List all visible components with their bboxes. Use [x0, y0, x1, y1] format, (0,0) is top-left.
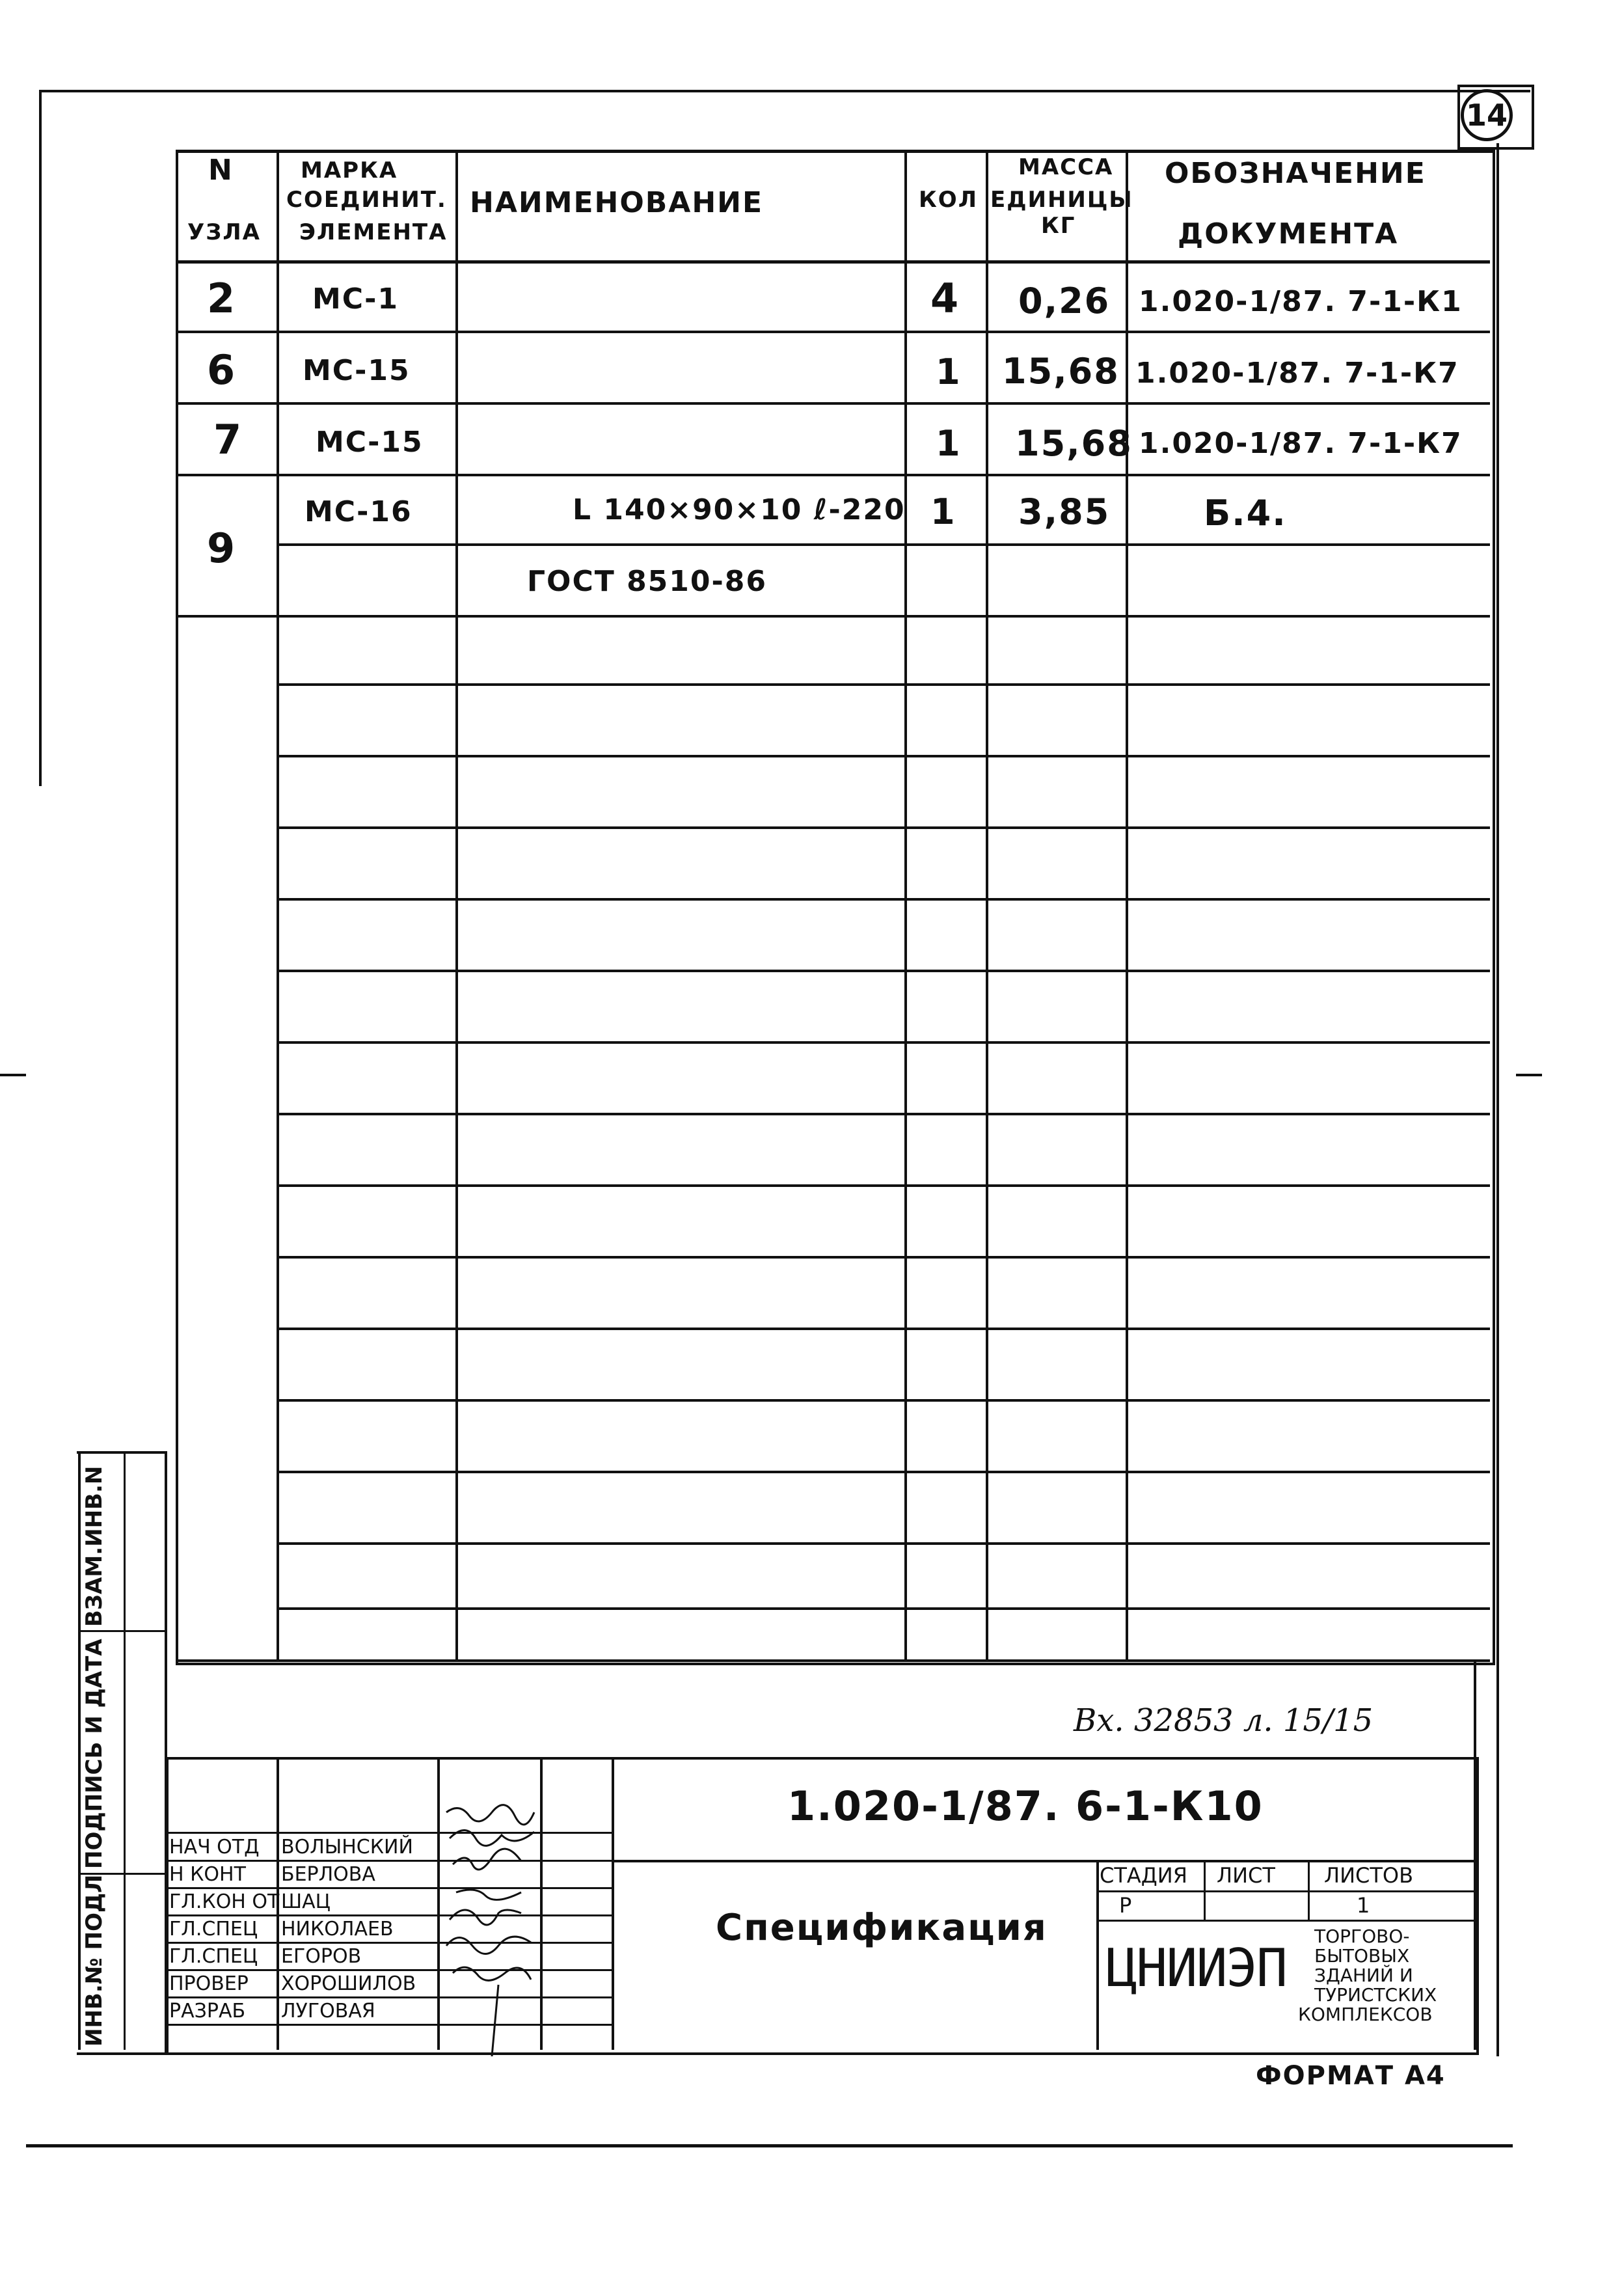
stage-row — [1096, 1920, 1474, 1922]
row-line — [277, 683, 1490, 686]
document-title: Спецификация — [716, 1907, 1048, 1949]
frame-right — [1496, 143, 1499, 2056]
sig-role-2: Н КОНТ — [169, 1863, 246, 1886]
org-name-1: ТОРГОВО- — [1314, 1926, 1410, 1947]
stage-header: СТАДИЯ — [1100, 1863, 1187, 1888]
row-line — [176, 615, 1490, 618]
row-2-mass: 15,68 — [1002, 351, 1120, 392]
row-line — [277, 826, 1490, 829]
sig-role-5: ГЛ.СПЕЦ — [169, 1945, 258, 1968]
row-4-qty: 1 — [930, 491, 956, 532]
sheet-header: ЛИСТ — [1217, 1863, 1275, 1888]
col-line-5 — [1126, 150, 1128, 1659]
row-3-node: 7 — [213, 416, 243, 463]
row-line — [277, 1256, 1490, 1259]
stage-col — [1204, 1860, 1206, 1920]
row-line — [176, 474, 1490, 476]
col-line-4 — [986, 150, 988, 1659]
side-strip-divider — [124, 1451, 126, 2050]
col-line-1 — [277, 150, 279, 1659]
header-doc-2: ДОКУМЕНТА — [1178, 217, 1399, 251]
row-1-node: 2 — [207, 275, 237, 322]
sig-name-2: БЕРЛОВА — [281, 1863, 375, 1886]
frame-left — [39, 90, 42, 786]
header-doc-1: ОБОЗНАЧЕНИЕ — [1165, 157, 1426, 190]
sheets-header: ЛИСТОВ — [1324, 1863, 1414, 1888]
col-line-3 — [904, 150, 907, 1659]
header-node-n: N — [208, 154, 234, 187]
header-node-label: УЗЛА — [187, 219, 261, 245]
row-2-doc: 1.020-1/87. 7-1-К7 — [1135, 357, 1459, 390]
row-4-mark: МС-16 — [304, 495, 413, 528]
side-label-inv: ИНВ.№ ПОДЛ — [81, 1874, 107, 2047]
header-qty: КОЛ — [919, 187, 978, 213]
row-4-name: L 140×90×10 ℓ-220 — [573, 493, 906, 526]
sig-row-line — [166, 1942, 612, 1944]
sig-row-line — [166, 1996, 612, 1998]
row-1-mass: 0,26 — [1018, 280, 1111, 321]
row-line — [277, 543, 1490, 546]
row-1-doc: 1.020-1/87. 7-1-К1 — [1139, 285, 1463, 318]
sig-row-line — [166, 1832, 612, 1834]
scan-mark-left — [0, 1074, 26, 1076]
stage-value: Р — [1119, 1893, 1132, 1918]
sig-role-7: РАЗРАБ — [169, 2000, 246, 2022]
org-name-3: ЗДАНИЙ И — [1314, 1965, 1413, 1986]
row-line — [277, 755, 1490, 757]
row-4-doc: Б.4. — [1204, 493, 1287, 534]
header-name: НАИМЕНОВАНИЕ — [470, 186, 764, 219]
header-mark-1: МАРКА — [301, 157, 398, 184]
row-line — [277, 898, 1490, 901]
side-label-signature: ПОДПИСЬ И ДАТА — [81, 1639, 107, 1869]
format-label: ФОРМАТ А4 — [1256, 2061, 1446, 2091]
row-2-node: 6 — [207, 346, 237, 394]
row-line — [277, 1328, 1490, 1330]
row-line — [176, 402, 1490, 405]
sig-name-5: ЕГОРОВ — [281, 1945, 362, 1968]
side-strip-row — [78, 1630, 165, 1632]
org-name-5: КОМПЛЕКСОВ — [1298, 2004, 1433, 2025]
sig-role-3: ГЛ.КОН ОТ — [169, 1890, 280, 1913]
org-logo: ЦНИИЭП — [1106, 1938, 1286, 1998]
sig-name-7: ЛУГОВАЯ — [281, 2000, 375, 2022]
row-5-name: ГОСТ 8510-86 — [527, 565, 768, 598]
scan-mark-right — [1516, 1074, 1542, 1076]
header-mass-3: КГ — [1041, 213, 1076, 239]
sig-row-line — [166, 2024, 612, 2026]
row-3-doc: 1.020-1/87. 7-1-К7 — [1139, 427, 1463, 460]
col-line-2 — [455, 150, 458, 1659]
row-line — [277, 1041, 1490, 1044]
side-label-replace: ВЗАМ.ИНВ.N — [81, 1465, 107, 1627]
sig-name-3: ШАЦ — [281, 1890, 331, 1913]
row-4-node: 9 — [207, 524, 237, 572]
row-2-mark: МС-15 — [303, 354, 411, 387]
org-name-4: ТУРИСТСКИХ — [1314, 1984, 1437, 2006]
stage-row — [1096, 1890, 1474, 1892]
tb-col-line — [612, 1757, 614, 2050]
sig-row-line — [166, 1969, 612, 1971]
org-name-2: БЫТОВЫХ — [1314, 1945, 1410, 1967]
band-top — [176, 1659, 1490, 1662]
header-bottom — [176, 260, 1490, 264]
sig-name-6: ХОРОШИЛОВ — [281, 1972, 416, 1995]
row-line — [277, 1471, 1490, 1473]
sheet-number: 14 — [1461, 89, 1513, 141]
row-line — [277, 1399, 1490, 1402]
sig-name-1: ВОЛЫНСКИЙ — [281, 1836, 413, 1859]
signature-marks — [440, 1796, 544, 2056]
sig-name-4: НИКОЛАЕВ — [281, 1918, 394, 1941]
row-2-qty: 1 — [936, 351, 962, 392]
stage-left — [1096, 1860, 1099, 2050]
incoming-note: Вх. 32853 л. 15/15 — [1074, 1702, 1374, 1739]
sig-row-line — [166, 1860, 612, 1862]
row-line — [277, 1607, 1490, 1610]
sig-row-line — [166, 1914, 612, 1916]
row-3-mass: 15,68 — [1015, 423, 1133, 464]
row-4-mass: 3,85 — [1018, 491, 1111, 532]
stage-col — [1308, 1860, 1310, 1920]
header-mark-2: СОЕДИНИТ. — [286, 187, 447, 213]
header-mark-3: ЭЛЕМЕНТА — [299, 219, 448, 245]
sig-row-line — [166, 1887, 612, 1889]
row-line — [176, 331, 1490, 333]
sig-role-1: НАЧ ОТД — [169, 1836, 260, 1859]
header-mass-1: МАССА — [1018, 154, 1114, 180]
row-1-qty: 4 — [930, 275, 960, 322]
row-line — [277, 1113, 1490, 1115]
row-3-mark: МС-15 — [316, 426, 424, 459]
row-line — [277, 1184, 1490, 1187]
sig-role-6: ПРОВЕР — [169, 1972, 249, 1995]
header-mass-2: ЕДИНИЦЫ — [990, 187, 1133, 213]
frame-top — [40, 90, 1530, 92]
sheets-value: 1 — [1357, 1893, 1370, 1918]
frame-bottom — [26, 2144, 1513, 2147]
row-line — [277, 970, 1490, 972]
row-1-mark: МС-1 — [312, 282, 399, 316]
tb-code-bottom — [612, 1860, 1474, 1862]
sig-role-4: ГЛ.СПЕЦ — [169, 1918, 258, 1941]
row-3-qty: 1 — [936, 423, 962, 464]
row-line — [277, 1542, 1490, 1545]
document-code: 1.020-1/87. 6-1-К10 — [787, 1782, 1264, 1830]
